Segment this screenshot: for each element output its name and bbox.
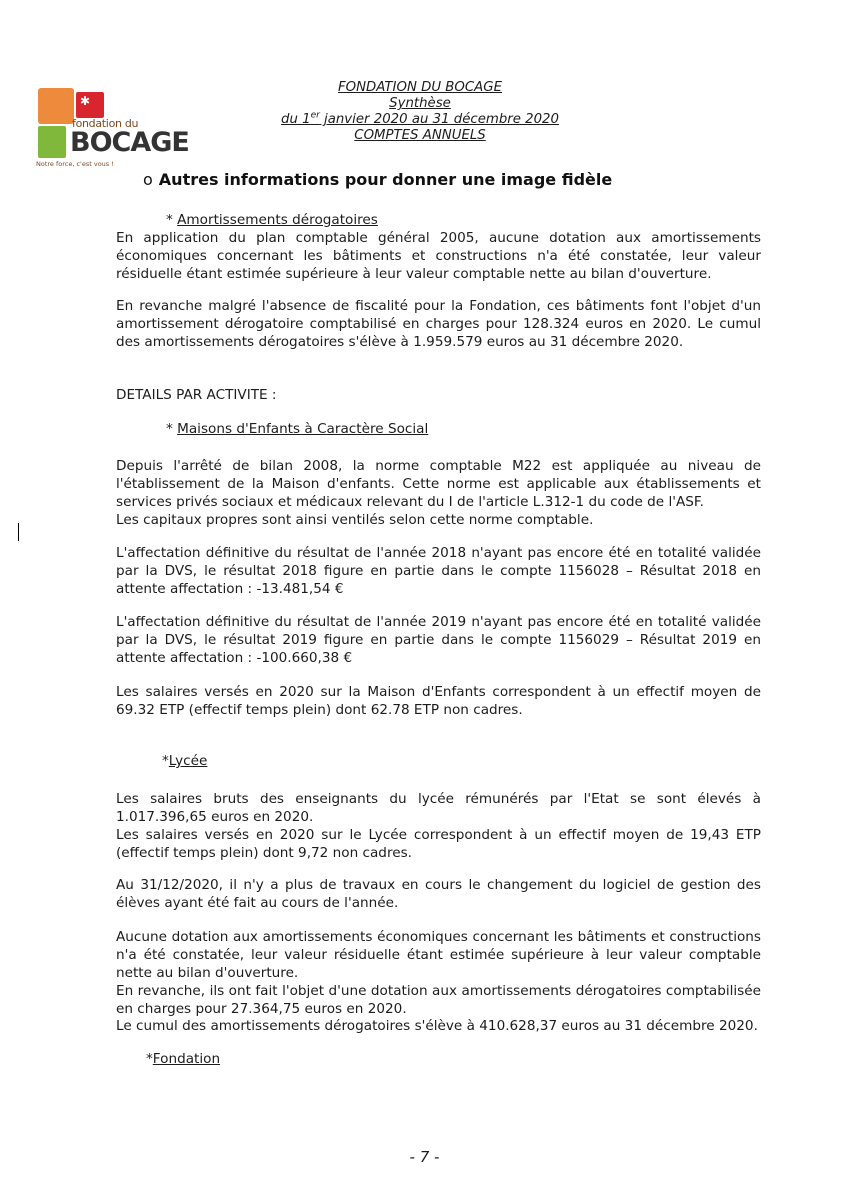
mecs-paragraph-1b: Les capitaux propres sont ainsi ventilés selon cette norme comptable. xyxy=(116,512,594,528)
logo-figure-icon: ✱ xyxy=(80,94,91,108)
amortissements-paragraph-2: En revanche malgré l'absence de fiscalité pour la Fondation, ces bâtiments font l'objet d'un amortissement dérogatoire comptabilisé en charges pour 128.324 euros en 2020. Le cumul des amortissements dérogatoires s'élève à 1.959.579 euros au 31 décembre 2020. xyxy=(116,298,761,350)
mecs-paragraph-3: L'affectation définitive du résultat de l'année 2019 n'ayant pas encore été en totalité validée par la DVS, le résultat 2019 figure en partie dans le compte 1156029 – Résultat 2019 en attente affectation : -100.660,38 € xyxy=(116,614,761,666)
logo-tagline: Notre force, c'est vous ! xyxy=(36,160,114,168)
logo-main-word: BOCAGE xyxy=(70,127,189,158)
lycee-paragraph-1b: Les salaires versés en 2020 sur le Lycée correspondent à un effectif moyen de 19,43 ETP (effectif temps plein) dont 9,72 non cadres. xyxy=(116,827,761,861)
header-report-type: COMPTES ANNUELS xyxy=(354,128,486,143)
lycee-paragraph-3b: En revanche, ils ont fait l'objet d'une dotation aux amortissements dérogatoires comptabilisée en charges pour 27.364,75 euros en 2020. xyxy=(116,983,761,1017)
section-bullet: o xyxy=(143,170,153,189)
lycee-heading: *Lycée xyxy=(162,753,208,769)
section-title xyxy=(143,170,612,189)
document-header xyxy=(230,80,610,144)
section-title-text: Autres informations pour donner une image fidèle xyxy=(158,170,613,189)
logo-orange-block xyxy=(38,88,74,124)
details-label: DETAILS PAR ACTIVITE : xyxy=(116,387,277,403)
amortissements-paragraph-1: En application du plan comptable général 2005, aucune dotation aux amortissements économiques concernant les bâtiments et constructions n'a été constatée, leur valeur résiduelle étant estimée supérieure à leur valeur comptable nette au bilan d'ouverture. xyxy=(116,230,761,282)
mecs-paragraph-2: L'affectation définitive du résultat de l'année 2018 n'ayant pas encore été en totalité validée par la DVS, le résultat 2018 figure en partie dans le compte 1156028 – Résultat 2018 en attente affectation : -13.481,54 € xyxy=(116,545,761,597)
logo-green-block xyxy=(38,126,66,158)
amortissements-heading: * Amortissements dérogatoires xyxy=(166,212,378,228)
lycee-paragraph-1: Les salaires bruts des enseignants du lycée rémunérés par l'Etat se sont élevés à 1.017.396,65 euros en 2020. xyxy=(116,791,761,825)
lycee-paragraph-3: Aucune dotation aux amortissements économiques concernant les bâtiments et constructions n'a été constatée, leur valeur résiduelle étant estimée supérieure à leur valeur comptable nette au bilan d'ouverture. xyxy=(116,929,761,981)
page-number: - 7 - xyxy=(409,1148,440,1166)
mecs-heading: * Maisons d'Enfants à Caractère Social xyxy=(166,421,429,437)
lycee-paragraph-2: Au 31/12/2020, il n'y a plus de travaux en cours le changement du logiciel de gestion des élèves ayant été fait au cours de l'année. xyxy=(116,877,761,911)
header-org: FONDATION DU BOCAGE xyxy=(338,80,502,95)
fondation-heading: *Fondation xyxy=(146,1051,221,1067)
header-period: du 1er janvier 2020 au 31 décembre 2020 xyxy=(281,110,559,127)
lycee-paragraph-3c: Le cumul des amortissements dérogatoires s'élève à 410.628,37 euros au 31 décembre 2020. xyxy=(116,1018,758,1034)
fondation-logo xyxy=(36,84,206,174)
mecs-paragraph-1: Depuis l'arrêté de bilan 2008, la norme comptable M22 est appliquée au niveau de l'établissement de la Maison d'enfants. Cette norme est applicable aux établissements et services privés sociaux et médicaux relevant du I de l'article L.312-1 du code de l'ASF. xyxy=(116,458,761,510)
header-doc-type: Synthèse xyxy=(389,96,451,111)
logo-top-word: fondation du xyxy=(72,117,139,130)
text-cursor xyxy=(18,523,19,541)
mecs-paragraph-4: Les salaires versés en 2020 sur la Maison d'Enfants correspondent à un effectif moyen de 69.32 ETP (effectif temps plein) dont 62.78 ETP non cadres. xyxy=(116,684,761,718)
